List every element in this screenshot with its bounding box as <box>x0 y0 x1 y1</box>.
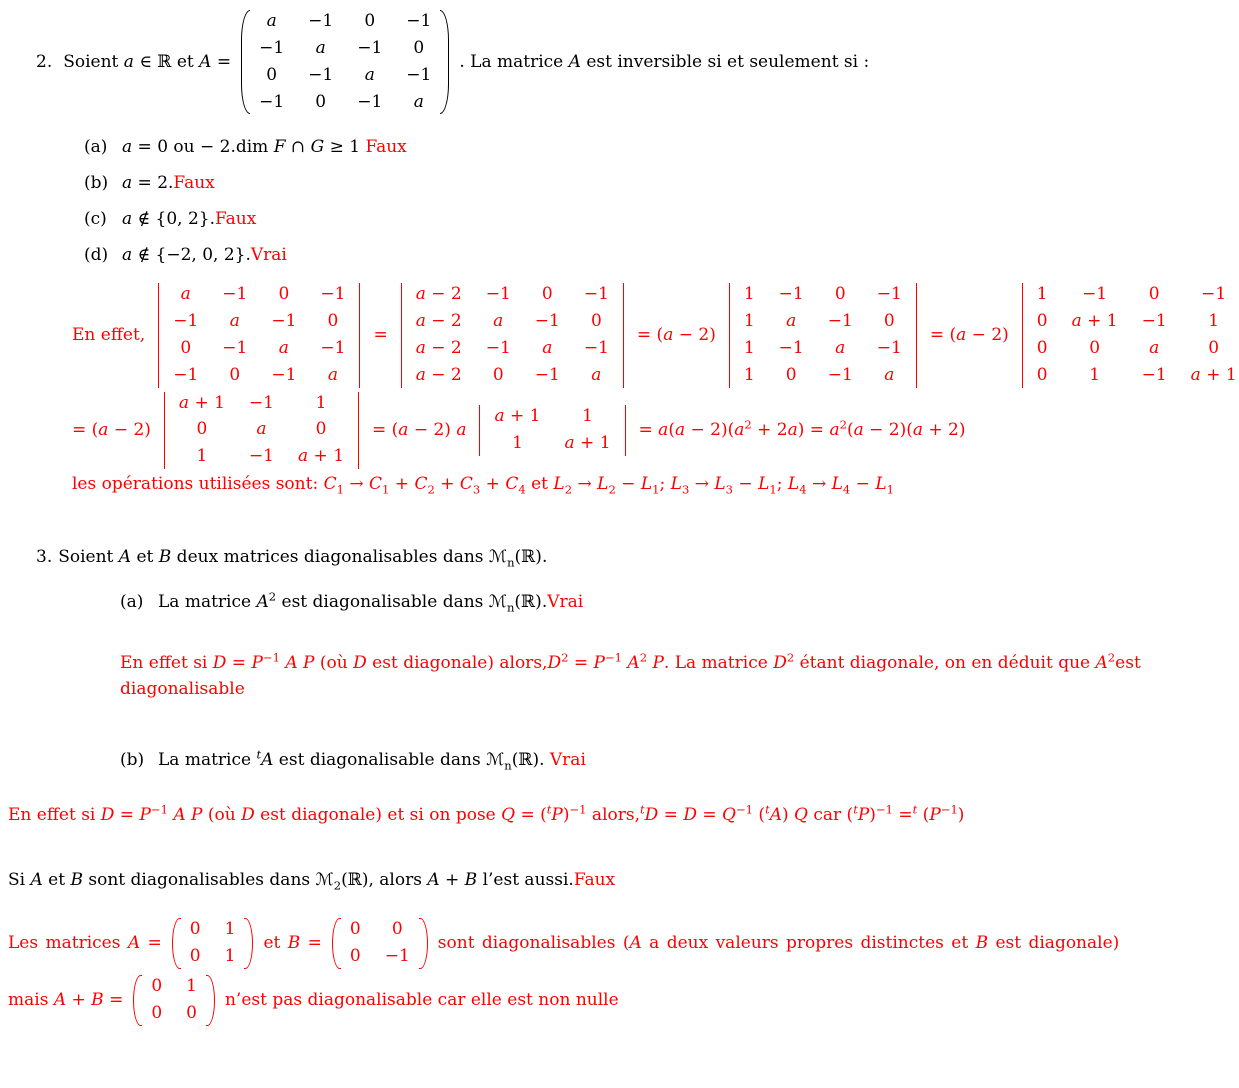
item-b-label: (b) <box>84 173 109 194</box>
matrix-cell: −1 <box>876 337 902 358</box>
right-bar <box>618 283 624 387</box>
matrix-cell: −1 <box>357 37 383 58</box>
matrix-cell: −1 <box>222 284 248 305</box>
q3-item-a <box>120 591 1231 614</box>
q2-number: 2. <box>36 51 53 72</box>
matrix-cell: a <box>278 337 289 358</box>
matrix-cell: 0 <box>1036 337 1048 358</box>
right-bar <box>354 283 360 387</box>
matrix-cell: −1 <box>308 11 334 31</box>
matrix-grid <box>142 975 206 1026</box>
item-d-verdict: Vrai <box>250 245 287 266</box>
q3-item-b <box>120 746 1231 772</box>
matrix-cell: a + 1 <box>1190 364 1237 385</box>
item-a-text: La matrice $A^2$ est diagonalisable dans ℳ$_n$(ℝ). <box>158 589 548 615</box>
matrix-cell: 1 <box>743 284 755 305</box>
right-paren <box>206 975 215 1026</box>
q2-item-d <box>84 244 1231 267</box>
matrix-cell: 0 <box>327 310 339 331</box>
left-paren <box>133 975 142 1026</box>
matrix-cell: 0 <box>413 37 425 58</box>
matrix-cell: a + 1 <box>564 432 611 453</box>
q2-intro-left: Soient a ∈ ℝ et A = <box>63 51 232 72</box>
matrix-cell: −1 <box>173 310 199 331</box>
matrix-cell: −1 <box>827 310 853 331</box>
determinant-3 <box>729 283 917 387</box>
question-3 <box>8 546 1231 1026</box>
proof-row-1 <box>72 283 1237 387</box>
matrix-cell: 0 <box>1036 310 1048 331</box>
factor-a-minus-2: = (a − 2) <box>636 324 716 345</box>
matrix-cell: 0 <box>151 1002 163 1023</box>
matrix-cell: 0 <box>1089 337 1101 358</box>
matrix-cell: −1 <box>271 364 297 385</box>
matrix-cell: −1 <box>406 64 432 85</box>
counter2-seg2: n’est pas diagonalisable car elle est non nulle <box>224 989 619 1010</box>
q2-determinant-proof <box>72 283 1237 497</box>
matrix-cell: 1 <box>743 364 755 385</box>
counter1-seg2: et B = <box>263 933 322 954</box>
matrix-cell: a <box>493 310 504 331</box>
statement-verdict: Faux <box>573 870 616 891</box>
item-b-text: a = 2. <box>122 173 174 194</box>
matrix-cell: 0 <box>1208 337 1220 358</box>
matrix-cell: −1 <box>271 310 297 331</box>
right-paren <box>244 918 253 969</box>
counterexample-line-1 <box>8 918 1231 969</box>
matrix-cell: 0 <box>364 11 376 31</box>
matrix-grid <box>250 10 440 114</box>
matrix-cell: a <box>591 364 602 385</box>
matrix-cell: −1 <box>778 284 804 305</box>
matrix-cell: 0 <box>834 284 846 305</box>
matrix-cell: a <box>542 337 553 358</box>
matrix-cell: −1 <box>259 91 285 112</box>
matrix-cell: −1 <box>534 364 560 385</box>
matrix-cell: a + 1 <box>298 446 345 467</box>
matrix-cell: 0 <box>590 310 602 331</box>
matrix-cell: −1 <box>1201 284 1227 305</box>
q3-proof-a: En effet si $D = P^{-1}$ A P (où D est diagonale) $alors,D^2 = P^{-1}$ $A^2$ P. La matrice $D^2$ étant diagonale, on en déduit que $A^2est$ diagonalisable <box>120 650 1141 700</box>
matrix-cell: −1 <box>485 284 511 305</box>
matrix-cell: 0 <box>391 919 403 940</box>
matrix-cell: −1 <box>248 392 274 413</box>
matrix-cell: −1 <box>259 37 285 58</box>
matrix-cell: a <box>180 284 191 305</box>
determinant-1 <box>158 283 360 387</box>
q3-proof-b: En effet si $D = P^{-1}$ A P (où D est diagonale) et si on pose $Q = (^tP)^{-1}$ alors,$^t$D = $D = Q^{-1}$ ($^t$A) Q car $(^tP)^{-1} =^t$ $(P^{-1})$ <box>8 802 965 826</box>
matrix-cell: a − 2 <box>415 310 462 331</box>
counterexample-line-2 <box>8 975 1231 1026</box>
proof-prefix: En effet, <box>72 324 146 345</box>
matrix-cell: a <box>835 337 846 358</box>
item-d-label: (d) <box>84 245 109 266</box>
item-a-text: a = 0 ou − 2.dim F ∩ G ≥ 1 <box>122 137 366 158</box>
final-polynomial: = $a(a - 2)(a^2 + 2a) = a^2(a - 2)(a + 2)$ <box>638 417 966 440</box>
matrix-cell: a − 2 <box>415 364 462 385</box>
matrix-cell: a <box>413 91 424 112</box>
matrix-cell: 1 <box>196 446 208 467</box>
matrix-grid <box>735 283 911 387</box>
factor-a-minus-2-a: = (a − 2) a <box>372 419 467 440</box>
matrix-cell: −1 <box>485 337 511 358</box>
matrix-cell: 0 <box>186 1002 197 1023</box>
matrix-cell: 0 <box>349 919 361 940</box>
matrix-a-plus-b-2x2 <box>133 975 215 1026</box>
item-b-text: La matrice $^t$A est diagonalisable dans ℳ$_n$(ℝ). <box>158 746 550 772</box>
right-bar <box>911 283 917 387</box>
matrix-cell: −1 <box>827 364 853 385</box>
statement-text: Si A et B sont diagonalisables dans ℳ$_2$(ℝ), alors A + B l’est aussi. <box>8 870 574 893</box>
matrix-cell: a + 1 <box>1071 310 1118 331</box>
item-a-label: (a) <box>120 591 144 612</box>
matrix-cell: 0 <box>315 91 327 112</box>
counter2-seg1: mais A + B = <box>8 989 124 1010</box>
matrix-cell: 1 <box>512 432 523 453</box>
matrix-cell: −1 <box>1082 284 1108 305</box>
matrix-cell: 1 <box>582 405 593 426</box>
matrix-cell: −1 <box>876 284 902 305</box>
matrix-grid <box>170 392 353 470</box>
matrix-grid <box>181 918 245 969</box>
matrix-cell: a <box>1149 337 1160 358</box>
factor-a-minus-2: = (a − 2) <box>929 324 1009 345</box>
matrix-cell: 1 <box>743 337 755 358</box>
matrix-cell: a <box>786 310 797 331</box>
left-paren <box>172 918 181 969</box>
q3-intro-line <box>36 546 1231 569</box>
question-2 <box>8 10 1237 497</box>
matrix-cell: −1 <box>320 284 346 305</box>
counter1-seg1: Les matrices A = <box>8 933 162 954</box>
item-d-text: a ∉ {−2, 0, 2}. <box>122 245 251 266</box>
matrix-cell: −1 <box>1141 364 1167 385</box>
q2-item-b <box>84 172 1231 195</box>
matrix-cell: 0 <box>1148 284 1160 305</box>
matrix-cell: 0 <box>492 364 504 385</box>
determinant-2 <box>401 283 624 387</box>
determinant-4 <box>1022 283 1239 387</box>
matrix-cell: a <box>256 419 267 440</box>
q2-intro-line <box>36 10 1231 114</box>
item-c-text: a ∉ {0, 2}. <box>122 209 216 230</box>
matrix-cell: a − 2 <box>415 337 462 358</box>
matrix-cell: 0 <box>266 64 278 85</box>
matrix-cell: −1 <box>583 337 609 358</box>
matrix-cell: 0 <box>229 364 241 385</box>
matrix-cell: a <box>229 310 240 331</box>
left-paren <box>241 10 250 114</box>
q3-intro-text: Soient A et B deux matrices diagonalisables dans ℳ$_n$(ℝ). <box>58 546 548 570</box>
matrix-cell: 0 <box>278 284 290 305</box>
item-a-verdict: Faux <box>365 137 407 158</box>
matrix-a-paren <box>241 10 449 114</box>
item-b-verdict: Faux <box>173 173 215 194</box>
matrix-cell: −1 <box>248 446 274 467</box>
matrix-cell: a <box>315 37 326 58</box>
equals-sign: = <box>373 324 388 345</box>
right-bar <box>620 405 626 456</box>
matrix-b-2x2 <box>332 918 428 969</box>
operations-note: les opérations utilisées sont: $C_1 \to C_1 + C_2 + C_3 + C_4$ et $L_2 \to L_2 - L_1$; $L_3 \to L_3 - L_1$; $L_4 \to L_4 - L_1$ <box>72 474 894 497</box>
q3-number: 3. <box>36 546 53 567</box>
matrix-cell: a − 2 <box>415 284 462 305</box>
matrix-cell: a <box>266 11 277 31</box>
matrix-cell: a <box>327 364 338 385</box>
matrix-cell: 1 <box>1036 284 1048 305</box>
q2-intro-right: . La matrice A est inversible si et seulement si : <box>459 51 870 72</box>
right-paren <box>419 918 428 969</box>
item-a-label: (a) <box>84 137 108 158</box>
matrix-cell: 0 <box>151 976 163 997</box>
matrix-cell: 0 <box>315 419 327 440</box>
matrix-cell: −1 <box>357 91 383 112</box>
item-c-verdict: Faux <box>215 209 257 230</box>
matrix-cell: 0 <box>349 946 361 967</box>
right-paren <box>440 10 449 114</box>
matrix-cell: −1 <box>1141 310 1167 331</box>
matrix-cell: −1 <box>406 11 432 31</box>
matrix-cell: 0 <box>785 364 797 385</box>
matrix-cell: 0 <box>196 419 208 440</box>
matrix-cell: 1 <box>1089 364 1101 385</box>
matrix-cell: 1 <box>224 946 236 967</box>
right-bar <box>353 392 359 470</box>
determinant-5 <box>164 392 359 470</box>
proof-row-2 <box>72 392 1231 470</box>
counter1-seg3: sont diagonalisables (A a deux valeurs propres distinctes et B est diagonale) <box>437 933 1120 954</box>
matrix-grid <box>164 283 354 387</box>
matrix-cell: 1 <box>315 392 327 413</box>
matrix-cell: a + 1 <box>178 392 225 413</box>
q2-item-a <box>84 136 1231 159</box>
matrix-grid <box>1028 283 1239 387</box>
matrix-cell: 1 <box>186 976 197 997</box>
matrix-cell: −1 <box>583 284 609 305</box>
matrix-cell: −1 <box>173 364 199 385</box>
item-a-verdict: Vrai <box>547 591 584 612</box>
matrix-cell: 1 <box>1208 310 1220 331</box>
q3-sum-statement <box>8 869 1231 892</box>
matrix-cell: a <box>884 364 895 385</box>
matrix-cell: 0 <box>180 337 192 358</box>
matrix-cell: 1 <box>743 310 755 331</box>
matrix-cell: −1 <box>778 337 804 358</box>
matrix-a-2x2 <box>172 918 254 969</box>
matrix-cell: 0 <box>883 310 895 331</box>
matrix-cell: 0 <box>189 946 201 967</box>
item-b-verdict: Vrai <box>549 749 586 770</box>
matrix-grid <box>485 405 619 456</box>
matrix-cell: 0 <box>1036 364 1048 385</box>
matrix-cell: 1 <box>224 919 236 940</box>
matrix-cell: −1 <box>222 337 248 358</box>
factor-a-minus-2: = (a − 2) <box>72 419 151 440</box>
matrix-cell: a <box>364 64 375 85</box>
matrix-cell: 0 <box>541 284 553 305</box>
matrix-grid <box>341 918 419 969</box>
matrix-cell: −1 <box>534 310 560 331</box>
determinant-6 <box>479 405 625 456</box>
item-c-label: (c) <box>84 209 107 230</box>
matrix-grid <box>407 283 618 387</box>
matrix-cell: 0 <box>189 919 201 940</box>
q2-answer-items <box>84 136 1231 267</box>
matrix-cell: −1 <box>308 64 334 85</box>
matrix-cell: a + 1 <box>494 405 541 426</box>
matrix-cell: −1 <box>384 946 410 967</box>
item-b-label: (b) <box>120 749 145 770</box>
q2-item-c <box>84 208 1231 231</box>
matrix-cell: −1 <box>320 337 346 358</box>
left-paren <box>332 918 341 969</box>
